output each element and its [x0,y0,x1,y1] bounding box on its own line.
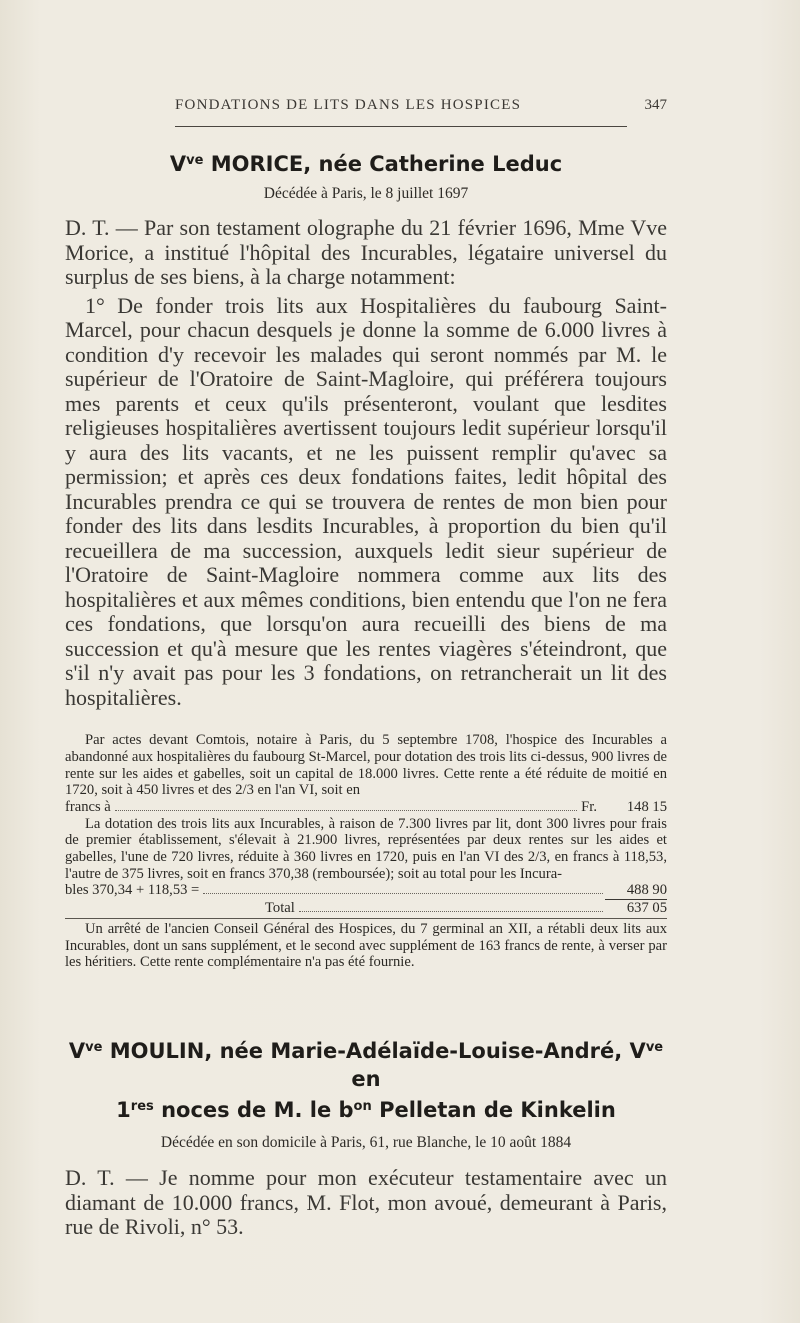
leader-dots [115,810,577,811]
amount-line: bles 370,34 + 118,53 = 488 90 [65,882,667,899]
leader-dots [299,911,603,912]
running-title: FONDATIONS DE LITS DANS LES HOSPICES [175,97,522,113]
total-amount: 637 05 [626,900,667,917]
footnote [65,732,667,971]
entry-morice [65,148,667,971]
page-number: 347 [644,97,667,113]
entry-title: $V^{ve}$ MOULIN, née Marie-Adélaïde-Louise-André, $V^{ve}$ en 1res noces de M. le $b^{on}$ Pelletan de Kinkelin [68,1039,664,1123]
death-date: Décédée en son domicile à Paris, 61, rue Blanche, le 10 août 1884 [160,1134,572,1152]
death-date: Décédée à Paris, le 8 juillet 1697 [263,185,469,203]
testament-text [65,216,667,710]
testament-text [65,1166,667,1240]
total-line: Total 637 05 [265,900,667,917]
amount-value: 148 15 [626,798,667,815]
paragraph: D. T. — Je nomme pour mon exécuteur testamentaire avec un diamant de 10.000 francs, M. Flot, mon avoué, demeurant à Paris, rue de Rivoli, n° 53. [65,1165,667,1240]
entry-moulin [65,1034,667,1240]
amount-line: francs à Fr. 148 15 [65,798,667,815]
paragraph: 1° De fonder trois lits aux Hospitalières du faubourg Saint-Marcel, pour chacun desquels je donne la somme de 6.000 livres à condition d'y recevoir les malades qui seront nommés par M. le supérieur de l'Oratoire de Saint-Magloire, qui préférera toujours mes parents et ceux qu'ils présenteront, voulant que lesdites religieuses hospitalières avertissent toujours ledit supérieur lorsqu'il y aura des lits vacants, et ne les puissent remplir qu'avec sa permission; et après ces deux fondations faites, ledit hôpital des Incurables prendra ce qui se trouvera de rentes de mon bien pour fonder des lits dans lesdits Incurables, à proportion du bien qu'il recueillera de ma succession, auxquels ledit sieur supérieur de l'Oratoire de Saint-Magloire nommera comme aux lits des hospitalières et aux mêmes conditions, bien entendu que l'on ne fera ces fondations, que lorsqu'on aura recueilli des biens de ma succession et qu'à mesure que les rentes viagères s'éteindront, que s'il n'y avait pas pour les 3 fondations, on retrancherait un lit des hospitalières. [65,292,667,710]
leader-dots [203,893,603,894]
running-head [175,97,667,114]
amount-value: 488 90 [626,882,667,899]
rule [65,918,667,919]
note-paragraph: Par actes devant Comtois, notaire à Paris, du 5 septembre 1708, l'hospice des Incurables a abandonné aux hospitalières du faubourg St-Marcel, pour dotation des trois lits ci-dessus, 900 livres de rente sur les aides et gabelles, soit un capital de 18.000 livres. Cette rente a été réduite de moitié en 1720, soit à 450 livres et des 2/3 en l'an VI, soit en [65,732,667,799]
entry-title: $V^{ve}$ MORICE, née Catherine Leduc [169,152,563,177]
note-paragraph: La dotation des trois lits aux Incurables, à raison de 7.300 livres par lit, dont 300 livres pour frais de premier établissement, s'élevait à 21.900 livres, représentées par deux rentes sur les aides et gabelles, l'une de 720 livres, réduite à 360 livres en 1720, puis en l'an VI des 2/3, en francs à 118,53, l'autre de 375 livres, soit en francs 370,38 (remboursée); soit au total pour les Incura- [65,815,667,882]
paragraph: D. T. — Par son testament olographe du 21 février 1696, Mme Vve Morice, a institué l'hôpital des Incurables, légataire universel du surplus de ses biens, à la charge notamment: [65,215,667,290]
note-paragraph: Un arrêté de l'ancien Conseil Général des Hospices, du 7 germinal an XII, a rétabli deux lits aux Incurables, dont un sans supplément, et le second avec supplément de 163 francs de rente, à verser par les héritiers. Cette rente complémentaire n'a pas été fournie. [65,920,667,971]
header-rule [175,126,627,127]
